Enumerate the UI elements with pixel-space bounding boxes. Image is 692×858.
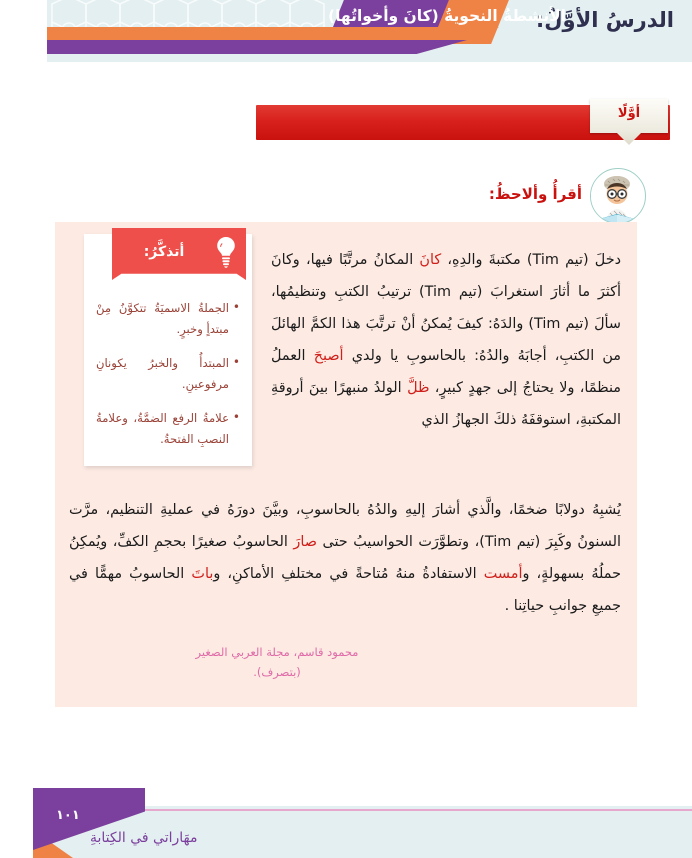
attribution-source: محمود قاسم، مجلة العربي الصغير xyxy=(195,645,359,659)
remember-box-title: أتذكَّرُ: xyxy=(143,244,185,260)
attribution-note: (بتصرف). xyxy=(253,665,301,679)
page-title: الدرسُ الأوَّلُ: xyxy=(535,8,674,32)
read-observe-row xyxy=(386,168,646,224)
remember-list-item: • الجملةُ الاسميَةُ تتكوَّنُ مِنْ مبتدأٍ وخبرٍ. xyxy=(96,298,240,340)
passage-text: ) والدَهُ: كيفَ يُمكنُ أنْ ترتَّبَ هذا الكمَّ الهائلَ من الكتبِ، أجابَهُ والدُهُ: بالحاسوبِ يا ولدي xyxy=(271,316,622,364)
passage-highlight-word: كانَ xyxy=(419,252,442,268)
footer-divider xyxy=(75,809,692,811)
remember-list-item: • علامةُ الرفع الضمَّةُ، وعلامةُ النصبِ الفتحةُ. xyxy=(96,408,240,450)
passage-highlight-word: أصبحَ xyxy=(313,348,344,364)
passage-highlight-word: باتَ xyxy=(191,566,214,582)
passage-text: الحاسوبُ مهمًّا في جميعِ جوانبِ حياتِنا . xyxy=(69,566,621,614)
passage-latin-word: Tim xyxy=(424,284,452,300)
passage-text: الاستفادةُ منهُ مُتاحةً في مختلفِ الأماكنِ، و xyxy=(213,566,484,582)
passage-text: الحاسوبُ صغيرًا بحجمِ الكفِّ، ويُمكِنُ حملُهُ بسهولةٍ، و xyxy=(69,534,622,582)
passage-latin-word: Tim xyxy=(532,252,559,268)
read-observe-label: أقرأُ وألاحظُ: xyxy=(488,185,582,203)
passage-highlight-word: ظلَّ xyxy=(407,380,430,396)
remember-list-item: • المبتدأُ والخبرُ يكونانِ مرفوعينِ. xyxy=(96,353,240,395)
passage-latin-word: Tim xyxy=(533,316,561,332)
passage-text: ) مكتبةَ والدِهِ، xyxy=(441,252,533,268)
boy-reading-avatar-icon xyxy=(590,168,646,224)
passage-text: العملُ منظمًا، ولا يحتاجُ إلى جهدٍ كبيرٍ، xyxy=(271,348,621,396)
page-footer xyxy=(0,788,692,858)
page-number: ١٠١ xyxy=(56,808,80,823)
passage-highlight-word: صارَ xyxy=(293,534,317,550)
passage-text: دخلَ (تيم xyxy=(558,252,622,268)
header-purple-bar xyxy=(47,40,467,54)
footer-unit-title: مهَاراتي في الكِتابةِ xyxy=(90,830,198,846)
ribbon-label: أوَّلًا xyxy=(617,106,641,121)
ribbon-tail xyxy=(616,132,642,145)
passage-paragraph-top xyxy=(271,244,621,436)
order-ribbon-badge xyxy=(590,99,668,145)
passage-text: يُشبِهُ دولابًا ضخمًا، والَّذي أشارَ إليهِ والدُهُ بالحاسوبِ، وبيَّنَ دورَهُ في عمليةِ التنظيم، مرَّت السنونُ وكَبِرَ (تيم xyxy=(69,502,621,550)
passage-attribution xyxy=(147,642,407,682)
lightbulb-icon xyxy=(214,236,238,268)
passage-text: الولدُ منبهرًا بينَ أروقةِ المكتبةِ، استوقفَهُ ذلكَ الجهازُ الذي xyxy=(271,380,621,428)
passage-text: المكانُ مرتَّبًا فيها، وكانَ أكثرَ ما أثارَ استغرابَ (تيم xyxy=(271,252,621,300)
passage-text: )، وتطوَّرَت الحواسيبُ حتى xyxy=(316,534,485,550)
remember-bullet-list xyxy=(84,298,252,463)
passage-text: ) ترتيبُ الكتبِ وتنظيمُها، سألَ (تيم xyxy=(271,284,621,332)
passage-paragraph-bottom xyxy=(69,494,621,622)
passage-latin-word: Tim xyxy=(484,534,512,550)
section-banner-title: الأنشطةُ النحويةُ (كانَ وأخواتُها) xyxy=(328,7,566,25)
passage-highlight-word: أمست xyxy=(483,566,523,582)
